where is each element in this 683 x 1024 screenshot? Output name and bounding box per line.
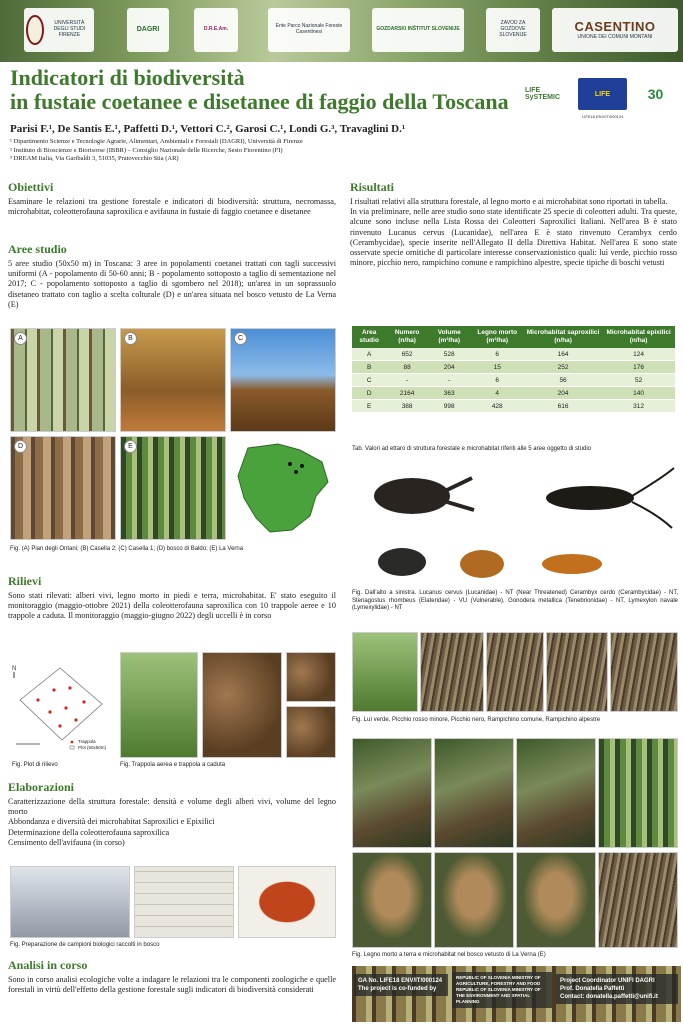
photo-trap-detail-1 [286, 652, 336, 702]
bird-caption: Fig. Luì verde, Picchio rosso minore, Picchio nero, Rampichino comune, Rampichino alpestre [352, 717, 601, 723]
table-cell: 652 [386, 348, 428, 361]
elab-item-2: Abbondanza e diversità dei microhabitat Saproxilici e Epixilici [8, 817, 215, 827]
elab-item-1: Caratterizzazione della struttura forestale: densità e volume degli alberi vivi, volume del legno morto [8, 797, 336, 817]
footer-slovenia-1: REPUBLIC OF SLOVENIA MINISTRY OF AGRICULTURE, FORESTRY AND FOOD [456, 975, 541, 986]
analisi-section [8, 958, 336, 995]
footer-ga: GA No. LIFE18 ENV/IT/000124 [358, 978, 443, 984]
photo-microhabitat-4 [598, 852, 678, 948]
dagri-logo [127, 8, 169, 52]
north-arrow-icon [12, 666, 16, 678]
photo-bird-picchio-rosso [420, 632, 484, 712]
dagri-logo-text: DAGRI [136, 25, 160, 33]
trap-caption: Fig. Trappola aerea e trappola a caduta [120, 762, 226, 768]
table-cell: E [352, 400, 386, 413]
footer [352, 966, 681, 1022]
tuscany-map [230, 436, 336, 540]
dream-logo-text: D.R.E.Am. [203, 26, 229, 33]
table-row [352, 387, 675, 400]
table-caption: Tab. Valori ad ettaro di struttura forestale e microhabitat riferiti alle 5 aree oggetto di studio [352, 446, 592, 452]
beetle-photos [352, 458, 678, 586]
table-cell: D [352, 387, 386, 400]
casentino-logo-sub: UNIONE DEI COMUNI MONTANI [577, 33, 653, 40]
obiettivi-heading: Obiettivi [8, 180, 54, 194]
unifi-logo [24, 8, 94, 52]
table-cell: - [428, 374, 471, 387]
svg-text:N: N [12, 666, 17, 672]
photo-tag-d: D [14, 440, 27, 453]
authors: Parisi F.¹, De Santis E.¹, Paffetti D.¹, Vettori C.², Garosi C.¹, Londi G.³, Travaglini D.¹ [10, 123, 406, 135]
parco-logo [268, 8, 350, 52]
elab-caption: Fig. Preparazione de campioni biologici raccolti in bosco [10, 942, 160, 948]
table-cell: 616 [524, 400, 602, 413]
affiliation-3: ³ DREAM Italia, Via Garibaldi 3, 51035, Pratovecchio Stia (AR) [10, 155, 179, 162]
plot-legend-trap: Trappola [78, 739, 96, 744]
plot-diagram [10, 660, 108, 752]
table-header-row [352, 326, 675, 348]
footer-cofunded: The project is co-funded by [358, 986, 437, 992]
plot-caption: Fig. Plot di rilievo [12, 762, 58, 768]
rilievi-heading: Rilievi [8, 574, 42, 588]
footer-ga-box [354, 974, 448, 996]
table-cell: C [352, 374, 386, 387]
table-header: Microhabitat epixilici (n/ha) [602, 326, 675, 348]
table-cell: 6 [471, 374, 524, 387]
life-systemic-logo [525, 78, 574, 110]
affiliations [10, 138, 303, 164]
trap-point [48, 710, 51, 713]
table-cell: 2164 [386, 387, 428, 400]
trap-point [64, 706, 67, 709]
photo-deadwood-3 [516, 738, 596, 848]
aree-caption: Fig. (A) Pian degli Ontani; (B) Casella 2; (C) Casella 1; (D) bosco di Baldo; (E) La Verna [10, 546, 244, 552]
footer-coordinator: Project Coordinator UNIFI DAGRI [560, 978, 655, 984]
zavod-logo [486, 8, 540, 52]
gozdarski-logo [372, 8, 464, 52]
table-cell: 252 [524, 361, 602, 374]
table-row [352, 374, 675, 387]
table-cell: 428 [471, 400, 524, 413]
photo-bird-rampichino-alpestre [610, 632, 678, 712]
affiliation-2: ² Instituto di Bioscienze e Biorisorse (IBBR) – Consiglio Nazionale delle Ricerche, Sesto Fiorentino (FI) [10, 146, 283, 154]
elaborazioni-section [8, 780, 336, 848]
footer-contact: Contact: donatella.paffetti@unifi.it [560, 994, 658, 1000]
table-cell: 363 [428, 387, 471, 400]
risultati-text-2: In via preliminare, nelle aree studio sono state identificate 25 specie di coleotteri adulti. Tra queste, alcune sono incluse nella Lista Rossa dei Coleotteri Saproxilici Italiani. Nell'area B è stato rinvenuto Lucanus cervus (Lucanidae), nell'area E è stato rinvenuto Cerambyx cerdo (Cerambycidae), specie inserite nell'Allegato II della Direttiva Habitat. Nell'area E sono state osservate specie ornitiche di particolare interesse conservazionistico quali: luì verde, picchio rosso minore, picchio nero, rampichino comune e rampichino alpestre, specie tipiche di boschi vetusti [350, 207, 677, 268]
photo-bird-rampichino-comune [546, 632, 608, 712]
dream-logo [194, 8, 238, 52]
table-cell: 15 [471, 361, 524, 374]
table-header: Area studio [352, 326, 386, 348]
life-systemic-text: LIFE SySTEMIC [525, 87, 561, 101]
table-header: Legno morto (m³/ha) [471, 326, 524, 348]
trap-point [36, 698, 39, 701]
risultati-section [350, 180, 677, 268]
plot-boundary [20, 668, 102, 740]
life-caption: LIFE18 ENV/IT/000124 [582, 114, 624, 119]
obiettivi-text: Esaminare le relazioni tra gestione forestale e indicatori di biodiversità: struttura, necromassa, microhabitat, coleotterofauna saproxilica e avifauna in fustaie di faggio coetanee e disetanee [8, 197, 336, 217]
life-30-text: 30 [647, 86, 664, 102]
beetle-caption: Fig. Dall'alto a sinistra. Lucanus cervus (Lucanidae) - NT (Near Threatened) Cerambyx cerdo (Cerambycidae) - NT, Stenagostus rhombeus (Elateridae) - VU (Vulnerable), Gonodera metallica (Tenebrionidae) - NT, Lymexylon navale (Lymexylidae) - NT [352, 590, 678, 611]
eu-life-text: LIFE [594, 90, 611, 98]
footer-contact-box [556, 974, 678, 1004]
table-row [352, 361, 675, 374]
photo-aerial-trap [120, 652, 198, 758]
photo-microhabitat-1 [352, 852, 432, 948]
table-cell: 88 [386, 361, 428, 374]
poster-title [10, 66, 525, 114]
photo-insect-drawer [134, 866, 234, 938]
photo-microhabitat-2 [434, 852, 514, 948]
table-cell: 388 [386, 400, 428, 413]
eu-life-logo [578, 78, 627, 110]
photo-lab-work [10, 866, 130, 938]
table-cell: 998 [428, 400, 471, 413]
unifi-logo-text: UNIVERSITÀ DEGLI STUDI FIRENZE [53, 20, 86, 38]
photo-area-a [10, 328, 116, 432]
title-line-1: Indicatori di biodiversità [10, 65, 245, 90]
analisi-heading: Analisi in corso [8, 958, 88, 972]
table-cell: - [386, 374, 428, 387]
photo-area-d [10, 436, 116, 540]
life-logos [525, 74, 680, 114]
table-cell: 140 [602, 387, 675, 400]
zavod-logo-text: ZAVOD ZA GOZDOVE SLOVENIJE [499, 20, 527, 38]
elab-item-4: Censimento dell'avifauna (in corso) [8, 837, 125, 847]
photo-deadwood-4 [598, 738, 678, 848]
trap-point [68, 686, 71, 689]
photo-tag-a: A [14, 332, 27, 345]
table-header: Volume (m³/ha) [428, 326, 471, 348]
rilievi-text: Sono stati rilevati: alberi vivi, legno morto in piedi e terra, microhabitat. E' stato eseguito il monitoraggio (maggio-ottobre 2021) della coleotterofauna saproxilica con 10 trappole aeree e 10 trappole a caduta. Il monitoraggio (maggio-giugno 2022) degli uccelli è in corso [8, 591, 336, 621]
photo-area-c [230, 328, 336, 432]
beetles-icon [352, 458, 678, 586]
table-cell: 528 [428, 348, 471, 361]
photo-tag-c: C [234, 332, 247, 345]
table-row [352, 348, 675, 361]
table-cell: 176 [602, 361, 675, 374]
photo-deadwood-2 [434, 738, 514, 848]
risultati-heading: Risultati [350, 180, 395, 194]
parco-logo-text: Ente Parco Nazionale Foreste Casentinesi [275, 23, 343, 35]
photo-microhabitat-3 [516, 852, 596, 948]
table-cell: A [352, 348, 386, 361]
table-cell: 204 [524, 387, 602, 400]
unifi-seal-icon [26, 15, 44, 45]
trap-point [74, 718, 77, 721]
gozdarski-logo-text: GOZDARSKI INŠTITUT SLOVENIJE [376, 26, 460, 33]
plot-legend-plot: Plot (50x50m) [78, 745, 107, 750]
rilievi-section [8, 574, 336, 622]
photo-tag-e: E [124, 440, 137, 453]
casentino-logo-text: CASENTINO [574, 18, 656, 34]
risultati-text-1: I risultati relativi alla struttura forestale, al legno morto e ai microhabitat sono riportati in tabella. [350, 197, 668, 206]
deadwood-caption: Fig. Legno morto a terra e microhabitat nel bosco vetusto di La Verna (E) [352, 952, 546, 958]
aree-section [8, 242, 336, 310]
table-cell: 124 [602, 348, 675, 361]
life-30-logo [631, 78, 680, 110]
analisi-text: Sono in corso analisi ecologiche volte a indagare le relazioni tra le componenti zoologiche e quelle forestali in virtù dell'effetto della gestione forestale sugli indicatori di biodiversità considerati [8, 975, 336, 995]
table-row [352, 400, 675, 413]
photo-deadwood-1 [352, 738, 432, 848]
table-header: Microhabitat saproxilici (n/ha) [524, 326, 602, 348]
elab-item-3: Determinazione della coleotterofauna saproxilica [8, 827, 170, 837]
footer-slovenia-box [452, 972, 552, 1008]
trap-point [82, 700, 85, 703]
table-cell: 312 [602, 400, 675, 413]
photo-bird-picchio-nero [486, 632, 544, 712]
tuscany-map-icon [230, 436, 336, 540]
photo-red-beetle [238, 866, 336, 938]
table-cell: 56 [524, 374, 602, 387]
footer-prof: Prof. Donatella Paffetti [560, 986, 625, 992]
photo-area-e [120, 436, 226, 540]
aree-heading: Aree studio [8, 242, 67, 256]
photo-trap-detail-2 [286, 706, 336, 758]
header-banner [0, 0, 683, 62]
table-cell: 52 [602, 374, 675, 387]
footer-slovenia-2: REPUBLIC OF SLOVENIA MINISTRY OF THE ENVIRONMENT AND SPATIAL PLANNING [456, 987, 541, 1004]
results-table [352, 326, 675, 413]
title-line-2: in fustaie coetanee e disetanee di faggio della Toscana [10, 89, 509, 114]
table-cell: 204 [428, 361, 471, 374]
table-cell: 4 [471, 387, 524, 400]
photo-tag-b: B [124, 332, 137, 345]
table-cell: 6 [471, 348, 524, 361]
photo-bird-lui-verde [352, 632, 418, 712]
affiliation-1: ¹ Dipartimento Scienze e Tecnologie Agrarie, Alimentari, Ambientali e Forestali (DAGRI), Università di Firenze [10, 138, 303, 145]
trap-point [58, 724, 61, 727]
aree-text: 5 aree studio (50x50 m) in Toscana: 3 aree in popolamenti coetanei trattati con tagli successivi uniformi (A - popolamento di 50-60 anni; B - popolamento sottoposto a taglio di sementazione nel 2017; C - popolamento sottoposto a taglio di sgombero nel 2018); un'area in un soprassuolo disetaneo trattato con taglio a scelta colturale (D) e un'area situata nel bosco vetusto de La Verna (E) [8, 259, 336, 309]
photo-pitfall-trap [202, 652, 282, 758]
casentino-logo [552, 8, 678, 52]
table-cell: B [352, 361, 386, 374]
table-header: Numero (n/ha) [386, 326, 428, 348]
elaborazioni-heading: Elaborazioni [8, 780, 75, 794]
table-cell: 164 [524, 348, 602, 361]
photo-area-b [120, 328, 226, 432]
trap-point [52, 688, 55, 691]
obiettivi-section [8, 180, 336, 217]
